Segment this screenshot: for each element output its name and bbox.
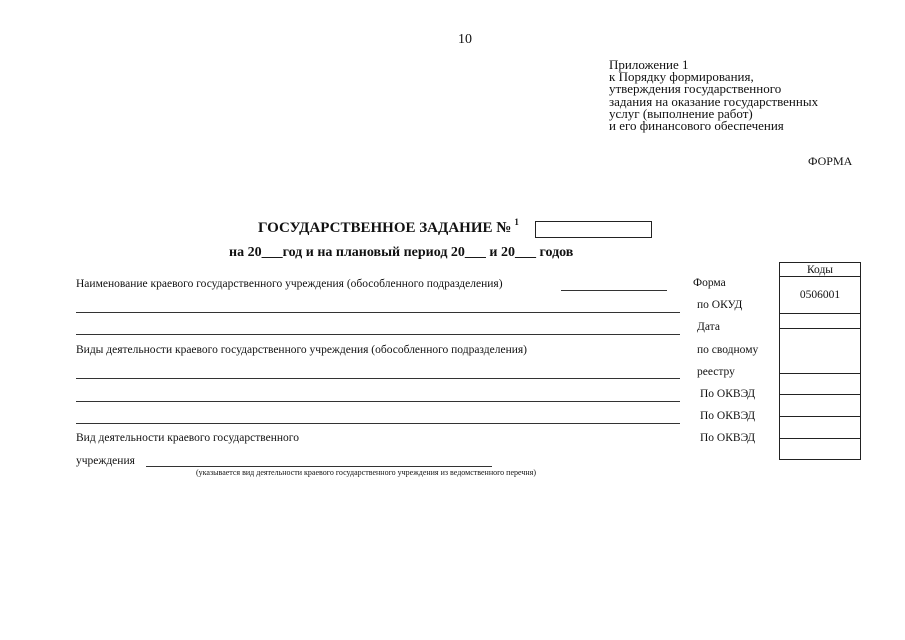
appendix-header	[609, 59, 818, 132]
page-number: 10	[458, 32, 472, 47]
form-label: ФОРМА	[808, 154, 853, 168]
assignment-number-field[interactable]	[535, 221, 652, 238]
institution-name-field-line[interactable]	[76, 312, 680, 313]
appendix-line: услуг (выполнение работ)	[609, 105, 753, 121]
date-code-cell[interactable]	[780, 314, 861, 329]
activity-type-label-cont: учреждения	[76, 455, 135, 467]
okved-label: По ОКВЭД	[700, 432, 756, 444]
date-label: Дата	[697, 321, 720, 333]
appendix-line: и его финансового обеспечения	[609, 118, 784, 134]
appendix-line: утверждения государственного	[609, 81, 782, 97]
okved-code-cell[interactable]	[780, 374, 861, 395]
institution-name-field[interactable]	[561, 290, 667, 291]
activity-type-field[interactable]	[146, 466, 492, 467]
okud-code-cell[interactable]: 0506001	[780, 277, 861, 314]
title-footnote: 1	[514, 217, 519, 227]
codes-header: Коды	[780, 263, 861, 277]
okved-code-cell[interactable]	[780, 395, 861, 417]
activity-types-field-line[interactable]	[76, 423, 680, 424]
registry-label: по сводному	[697, 344, 759, 356]
activity-types-label: Виды деятельности краевого государственного учреждения (обособленного подразделения)	[76, 344, 527, 356]
appendix-line: к Порядку формирования,	[609, 69, 754, 85]
okud-label: по ОКУД	[697, 299, 743, 311]
appendix-line: задания на оказание государственных	[609, 93, 819, 109]
institution-name-label: Наименование краевого государственного учреждения (обособленного подразделения)	[76, 278, 503, 290]
title-text: ГОСУДАРСТВЕННОЕ ЗАДАНИЕ №	[258, 220, 512, 236]
document-title	[258, 217, 519, 237]
okved-code-cell[interactable]	[780, 439, 861, 460]
activity-type-label: Вид деятельности краевого государственного	[76, 432, 299, 444]
okved-label: По ОКВЭД	[700, 388, 756, 400]
activity-types-field-line[interactable]	[76, 378, 680, 379]
appendix-line: Приложение 1	[609, 57, 689, 72]
period-line: на 20___год и на плановый период 20___ и 20___ годов	[229, 245, 574, 260]
activity-types-field-line[interactable]	[76, 401, 680, 402]
okved-code-cell[interactable]	[780, 417, 861, 439]
okved-label: По ОКВЭД	[700, 410, 756, 422]
registry-label-cont: реестру	[697, 366, 735, 378]
activity-type-note: (указывается вид деятельности краевого государственного учреждения из ведомственного перечня)	[196, 468, 537, 477]
institution-name-field-line[interactable]	[76, 334, 680, 335]
registry-code-cell[interactable]	[780, 329, 861, 374]
codes-table	[779, 262, 861, 460]
codes-form-label: Форма	[693, 277, 726, 289]
